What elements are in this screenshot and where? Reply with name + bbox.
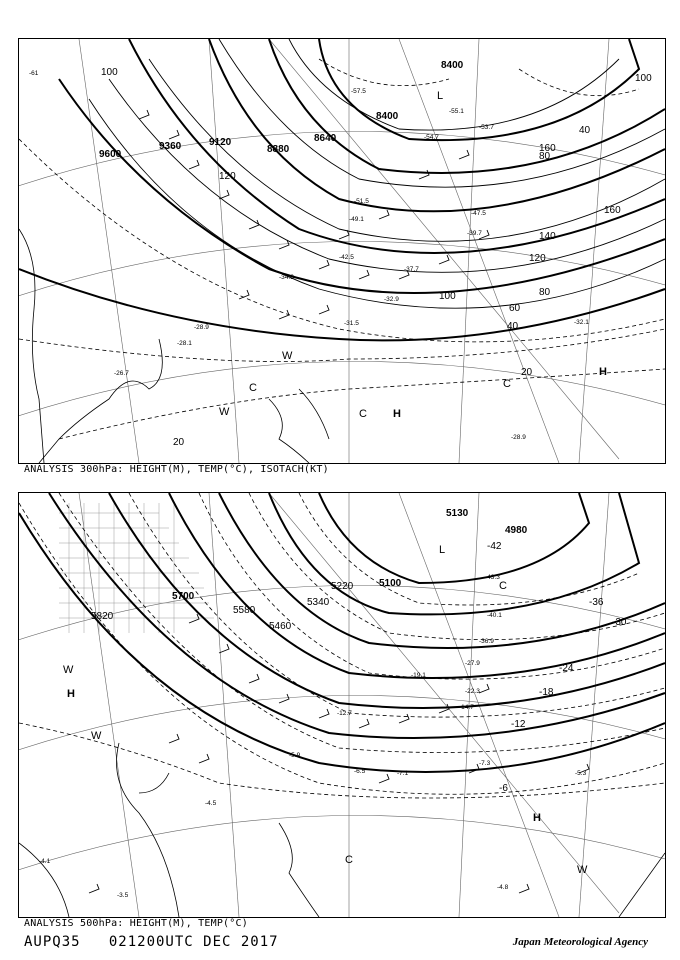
height-label: 8400	[376, 111, 399, 122]
graticule	[19, 493, 665, 917]
height-label: 5460	[269, 621, 292, 632]
temp-label-group	[39, 574, 587, 899]
pressure-center-warm: W	[282, 350, 293, 362]
temp-label: -32.9	[384, 296, 399, 303]
isotach-label: 160	[539, 143, 556, 154]
temp-label: -22.3	[465, 688, 480, 695]
temp-label: -32.1	[574, 319, 589, 326]
height-label: 5580	[233, 605, 256, 616]
chart-code: AUPQ35 021200UTC DEC 2017	[24, 934, 279, 950]
isotach-label: 100	[635, 73, 652, 84]
height-label: 5100	[379, 578, 402, 589]
temp-label: -6.5	[354, 768, 366, 775]
height-label: 5220	[331, 581, 354, 592]
temp-label: -4.8	[497, 884, 509, 891]
isotach-label: 100	[101, 67, 118, 78]
height-label: 5820	[91, 611, 114, 622]
pressure-center-warm: W	[63, 664, 74, 676]
height-label: 8880	[267, 144, 290, 155]
isotach-label: 60	[509, 303, 521, 314]
pressure-center-low: L	[439, 544, 446, 556]
temp-label: -61	[29, 70, 39, 77]
panel-300-caption: ANALYSIS 300hPa: HEIGHT(M), TEMP(°C), ISOTACH(KT)	[24, 464, 329, 475]
temp-label: -28.1	[177, 340, 192, 347]
agency-name: Japan Meteorological Agency	[512, 936, 648, 948]
pressure-center-high: H	[533, 812, 541, 824]
temp-label: -3.5	[117, 892, 129, 899]
isotach-label: 100	[439, 291, 456, 302]
temp-label: -51.5	[354, 198, 369, 205]
height-label: 8640	[314, 133, 337, 144]
isotach-label: 80	[539, 287, 551, 298]
temp-label: -4.1	[39, 858, 51, 865]
isotach-label: 20	[173, 437, 185, 448]
temp-label: -43.3	[485, 574, 500, 581]
pressure-center-high: H	[599, 366, 607, 378]
isotach-label: 20	[521, 367, 533, 378]
isotach-label: 80	[539, 151, 551, 162]
temp-label: -19.1	[411, 672, 426, 679]
temp-label: -7.1	[397, 770, 409, 777]
isotherm-label: -42	[487, 541, 502, 552]
map-300hpa-svg	[19, 39, 665, 463]
height-label-group	[99, 60, 464, 160]
temp-label: -54.7	[424, 134, 439, 141]
isotherm-label: -30	[612, 617, 627, 628]
temp-label: -7.3	[479, 760, 491, 767]
temp-label: -31.5	[344, 320, 359, 327]
pressure-center-warm: W	[219, 406, 230, 418]
temp-label: -55.1	[449, 108, 464, 115]
graticule	[19, 39, 665, 463]
height-label: 5340	[307, 597, 330, 608]
temp-label: -57.5	[351, 88, 366, 95]
coastline	[19, 229, 329, 463]
height-label: 9600	[99, 149, 122, 160]
isotherm-label: -24	[559, 663, 574, 674]
hatched-area	[59, 503, 214, 633]
map-500hpa-svg	[19, 493, 665, 917]
height-label: 5700	[172, 591, 195, 602]
pressure-center-high: H	[67, 688, 75, 700]
coastline	[19, 743, 665, 917]
map-panel-500hpa	[18, 492, 666, 918]
pressure-center-high: H	[393, 408, 401, 420]
isotach-label: 160	[604, 205, 621, 216]
height-label: 8400	[441, 60, 464, 71]
temp-label: -27.9	[465, 660, 480, 667]
isotach-label: 40	[579, 125, 591, 136]
isotach-label: 120	[219, 171, 236, 182]
panel-500-caption: ANALYSIS 500hPa: HEIGHT(M), TEMP(°C)	[24, 918, 248, 929]
temp-label: -36.9	[479, 638, 494, 645]
temp-label: -42.5	[339, 254, 354, 261]
height-label: 9120	[209, 137, 232, 148]
isotherm-label: -6	[499, 783, 508, 794]
pressure-center-warm: W	[91, 730, 102, 742]
temp-label: -12.7	[337, 710, 352, 717]
pressure-center-cold: C	[345, 854, 353, 866]
temp-label: -14.7	[459, 704, 474, 711]
wind-barbs	[89, 614, 589, 893]
isotherm-label: -12	[511, 719, 526, 730]
pressure-center-warm: W	[577, 864, 588, 876]
temp-label: -28.9	[194, 324, 209, 331]
isotherm-label: -18	[539, 687, 554, 698]
height-contours	[19, 493, 665, 772]
temp-label: -40.1	[487, 612, 502, 619]
isotach-label: 140	[539, 231, 556, 242]
pressure-center-cold: C	[503, 378, 511, 390]
temp-label: -4.5	[205, 800, 217, 807]
pressure-center-low: L	[437, 90, 444, 102]
temp-label: -49.1	[349, 216, 364, 223]
pressure-center-cold: C	[359, 408, 367, 420]
isotherm-label-group	[487, 541, 627, 794]
temp-label: -5.9	[289, 752, 301, 759]
height-label: 4980	[505, 525, 528, 536]
temp-label: -53.7	[479, 124, 494, 131]
isotach-label: 40	[507, 321, 519, 332]
temp-label: -26.7	[114, 370, 129, 377]
temp-label: -37.7	[404, 266, 419, 273]
height-label: 9360	[159, 141, 182, 152]
temp-label: -34.3	[279, 274, 294, 281]
pressure-center-cold: C	[249, 382, 257, 394]
pressure-center-cold: C	[499, 580, 507, 592]
temp-label: -5.3	[575, 770, 587, 777]
height-label: 5130	[446, 508, 469, 519]
temp-label: -47.5	[471, 210, 486, 217]
map-panel-300hpa	[18, 38, 666, 464]
isotherm-label: -36	[589, 597, 604, 608]
isotach-label: 120	[529, 253, 546, 264]
temp-label: -39.7	[467, 230, 482, 237]
temp-label: -28.9	[511, 434, 526, 441]
